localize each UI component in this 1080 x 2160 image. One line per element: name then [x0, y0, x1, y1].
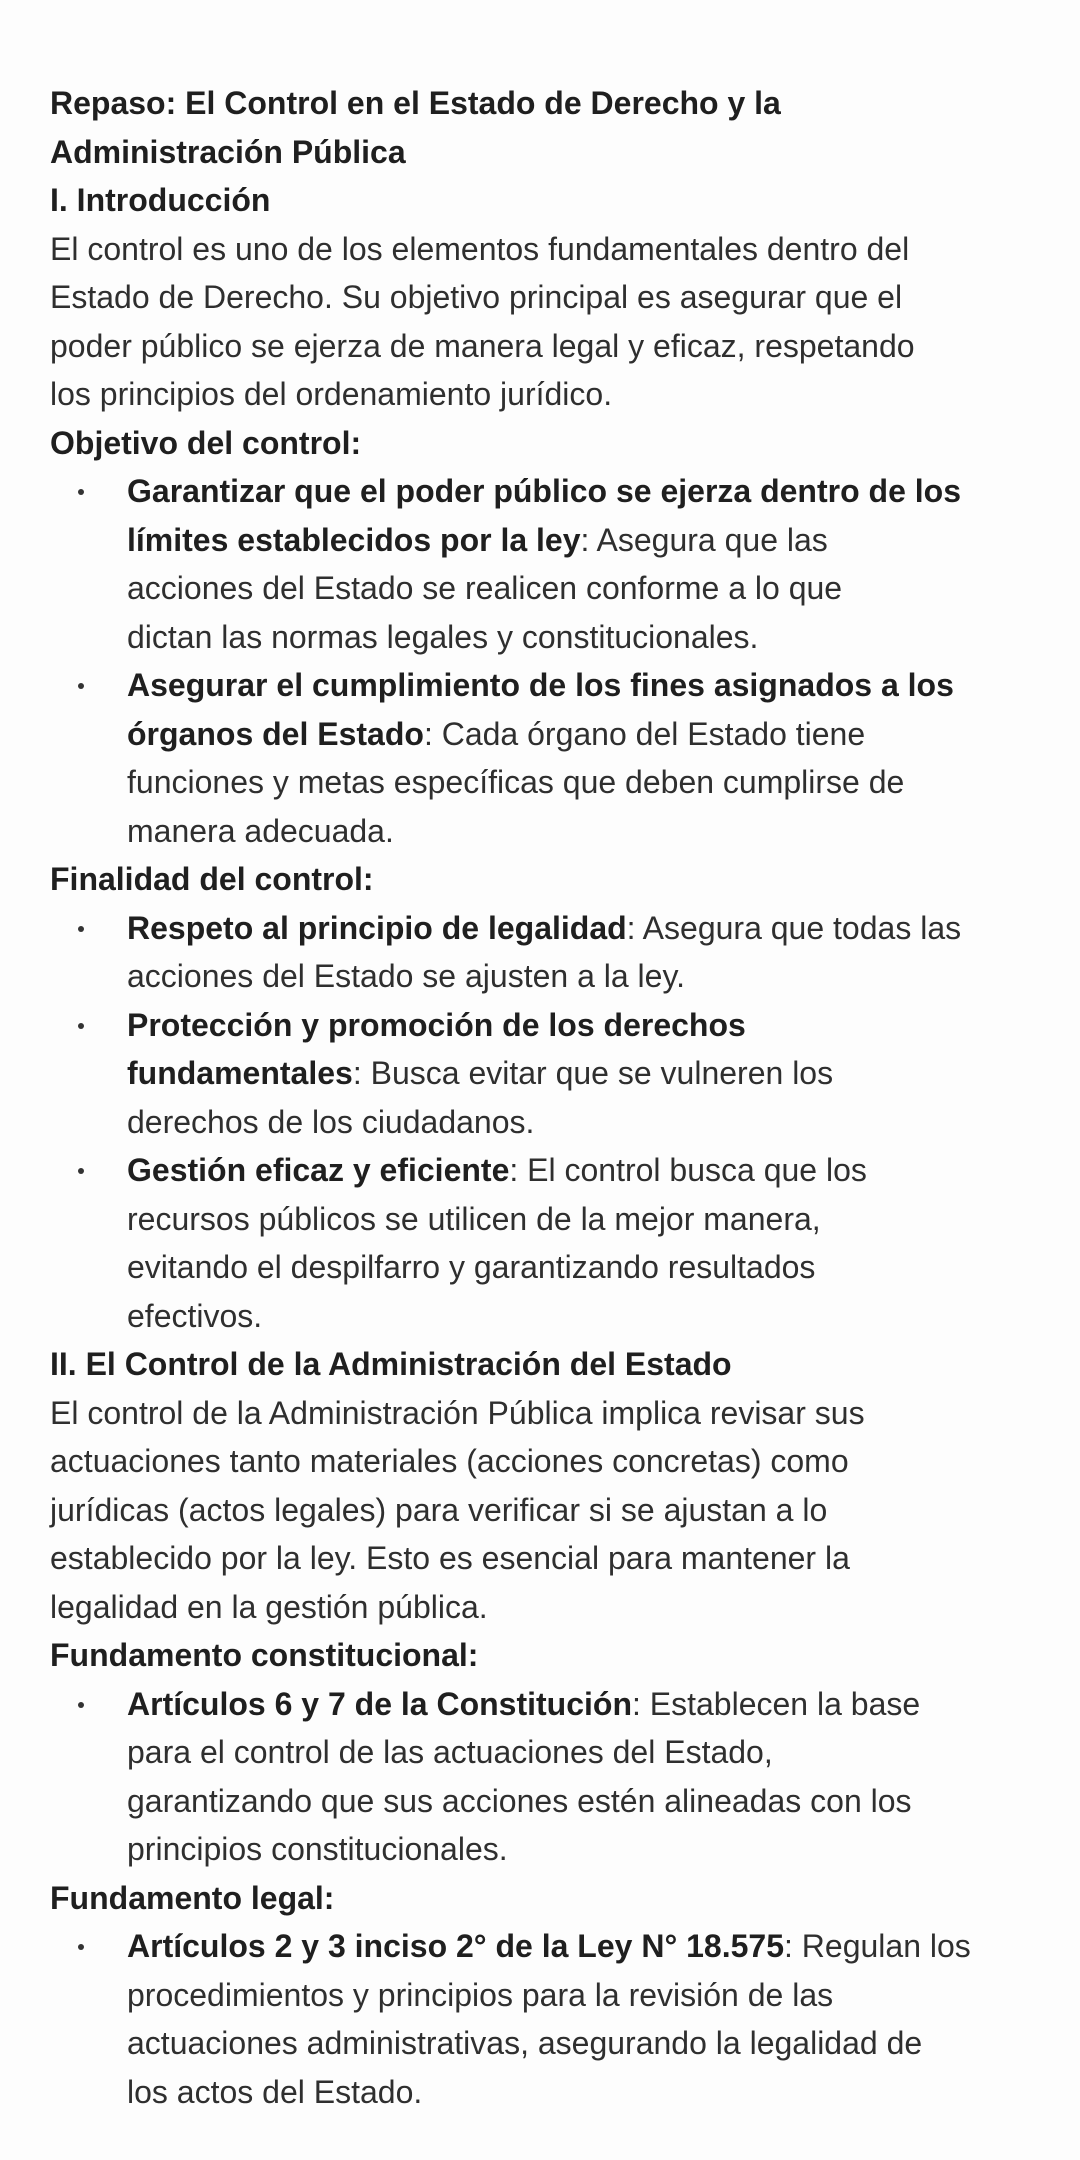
text-line — [50, 370, 1060, 419]
text: I. Introducción — [50, 182, 271, 218]
text-line — [50, 79, 1060, 128]
text-line — [127, 1680, 1060, 1729]
text-line — [127, 564, 1060, 613]
text-line — [50, 419, 1060, 468]
text: los actos del Estado. — [127, 2073, 423, 2110]
section-heading — [50, 1631, 1060, 1680]
text-line — [50, 1631, 1060, 1680]
text: dictan las normas legales y constitucionales. — [127, 618, 759, 655]
bullet-item — [50, 467, 1060, 661]
text-line — [127, 1292, 1060, 1341]
bold-text: Respeto al principio de legalidad — [127, 909, 627, 946]
text: garantizando que sus acciones estén alineadas con los — [127, 1782, 912, 1819]
text-line — [127, 661, 1060, 710]
bold-text: Garantizar que el poder público se ejerza dentro de los — [127, 473, 961, 509]
text: Objetivo del control: — [50, 424, 362, 461]
section-heading — [50, 855, 1060, 904]
text-line — [50, 1583, 1060, 1632]
section-heading — [50, 1340, 1060, 1389]
text-line — [127, 1728, 1060, 1777]
bold-text: Artículos 6 y 7 de la Constitución — [127, 1685, 632, 1722]
text-line — [127, 467, 1060, 516]
text: para el control de las actuaciones del Estado, — [127, 1734, 773, 1770]
bullet-item — [50, 1001, 1060, 1147]
bullet-dot-icon — [78, 1168, 84, 1174]
bold-text: fundamentales — [127, 1055, 353, 1091]
text-line — [127, 952, 1060, 1001]
text-line — [127, 1001, 1060, 1050]
bold-text: Asegurar el cumplimiento de los fines asignados a los — [127, 667, 954, 703]
text: II. El Control de la Administración del Estado — [50, 1346, 732, 1382]
bullet-dot-icon — [78, 1944, 84, 1950]
text-line — [127, 1049, 1060, 1098]
section-heading — [50, 1874, 1060, 1923]
section-heading — [50, 176, 1060, 225]
text: El control de la Administración Pública implica revisar sus — [50, 1394, 865, 1431]
text: poder público se ejerza de manera legal y eficaz, respetando — [50, 327, 915, 364]
text-line — [127, 2068, 1060, 2117]
bullet-item — [50, 1922, 1060, 2116]
text: evitando el despilfarro y garantizando resultados — [127, 1249, 816, 1285]
text-line — [127, 758, 1060, 807]
text: procedimientos y principios para la revisión de las — [127, 1976, 834, 2013]
bullet-item — [50, 1680, 1060, 1874]
text-line — [50, 128, 1060, 177]
text-line — [127, 1777, 1060, 1826]
text-line — [50, 1874, 1060, 1923]
bullet-dot-icon — [78, 489, 84, 495]
text-line — [50, 855, 1060, 904]
text: efectivos. — [127, 1297, 263, 1334]
text: Administración Pública — [50, 133, 406, 170]
text-line — [50, 1486, 1060, 1535]
text: : El control busca que los — [509, 1152, 867, 1188]
bullet-dot-icon — [78, 1023, 84, 1029]
text-line — [127, 1922, 1060, 1971]
text: : Asegura que todas las — [626, 909, 962, 946]
text: Finalidad del control: — [50, 861, 374, 897]
bold-text: órganos del Estado — [127, 715, 424, 752]
text: Fundamento legal: — [50, 1879, 335, 1916]
text-line — [50, 1437, 1060, 1486]
bold-text: Gestión eficaz y eficiente — [127, 1152, 510, 1188]
section-heading — [50, 419, 1060, 468]
bullet-dot-icon — [78, 926, 84, 932]
text: El control es uno de los elementos fundamentales dentro del — [50, 230, 910, 267]
paragraph — [50, 225, 1060, 419]
document-body — [50, 79, 1060, 2116]
text-line — [50, 1534, 1060, 1583]
text: manera adecuada. — [127, 812, 394, 849]
text: : Cada órgano del Estado tiene — [423, 715, 866, 752]
bold-text: Protección y promoción de los derechos — [127, 1006, 746, 1043]
text-line — [127, 1971, 1060, 2020]
text: Repaso: El Control en el Estado de Derecho y la — [50, 85, 781, 121]
text: : Establecen la base — [631, 1685, 921, 1722]
text-line — [127, 1146, 1060, 1195]
bullet-item — [50, 661, 1060, 855]
text: acciones del Estado se ajusten a la ley. — [127, 958, 685, 994]
text-line — [127, 613, 1060, 662]
text-line — [127, 710, 1060, 759]
bullet-dot-icon — [78, 1702, 84, 1708]
text: recursos públicos se utilicen de la mejor manera, — [127, 1200, 821, 1237]
text: Fundamento constitucional: — [50, 1637, 479, 1673]
text: Estado de Derecho. Su objetivo principal es asegurar que el — [50, 279, 903, 315]
text: jurídicas (actos legales) para verificar si se ajustan a lo — [50, 1491, 828, 1528]
bullet-item — [50, 1146, 1060, 1340]
text: : Regulan los — [784, 1928, 971, 1964]
text-line — [127, 807, 1060, 856]
text: principios constitucionales. — [127, 1831, 508, 1867]
text: acciones del Estado se realicen conforme a lo que — [127, 570, 843, 606]
text: legalidad en la gestión pública. — [50, 1588, 488, 1625]
text: derechos de los ciudadanos. — [127, 1103, 535, 1140]
bullet-dot-icon — [78, 683, 84, 689]
text: los principios del ordenamiento jurídico. — [50, 376, 613, 412]
text: establecido por la ley. Esto es esencial para mantener la — [50, 1540, 850, 1576]
bold-text: Artículos 2 y 3 inciso 2° de la Ley N° 18.575 — [127, 1928, 784, 1964]
text-line — [50, 322, 1060, 371]
text-line — [50, 1340, 1060, 1389]
section-heading — [50, 79, 1060, 176]
text-line — [127, 516, 1060, 565]
text: funciones y metas específicas que deben cumplirse de — [127, 764, 905, 800]
text-line — [127, 1243, 1060, 1292]
bold-text: límites establecidos por la ley — [127, 521, 581, 558]
text-line — [127, 2019, 1060, 2068]
text-line — [50, 225, 1060, 274]
paragraph — [50, 1389, 1060, 1632]
text: actuaciones tanto materiales (acciones concretas) como — [50, 1443, 849, 1479]
text: : Busca evitar que se vulneren los — [352, 1055, 834, 1091]
text-line — [50, 176, 1060, 225]
text-line — [50, 1389, 1060, 1438]
text: : Asegura que las — [580, 521, 828, 558]
text-line — [127, 1098, 1060, 1147]
text-line — [50, 273, 1060, 322]
text-line — [127, 1195, 1060, 1244]
text-line — [127, 904, 1060, 953]
text: actuaciones administrativas, asegurando la legalidad de — [127, 2025, 923, 2061]
bullet-item — [50, 904, 1060, 1001]
text-line — [127, 1825, 1060, 1874]
